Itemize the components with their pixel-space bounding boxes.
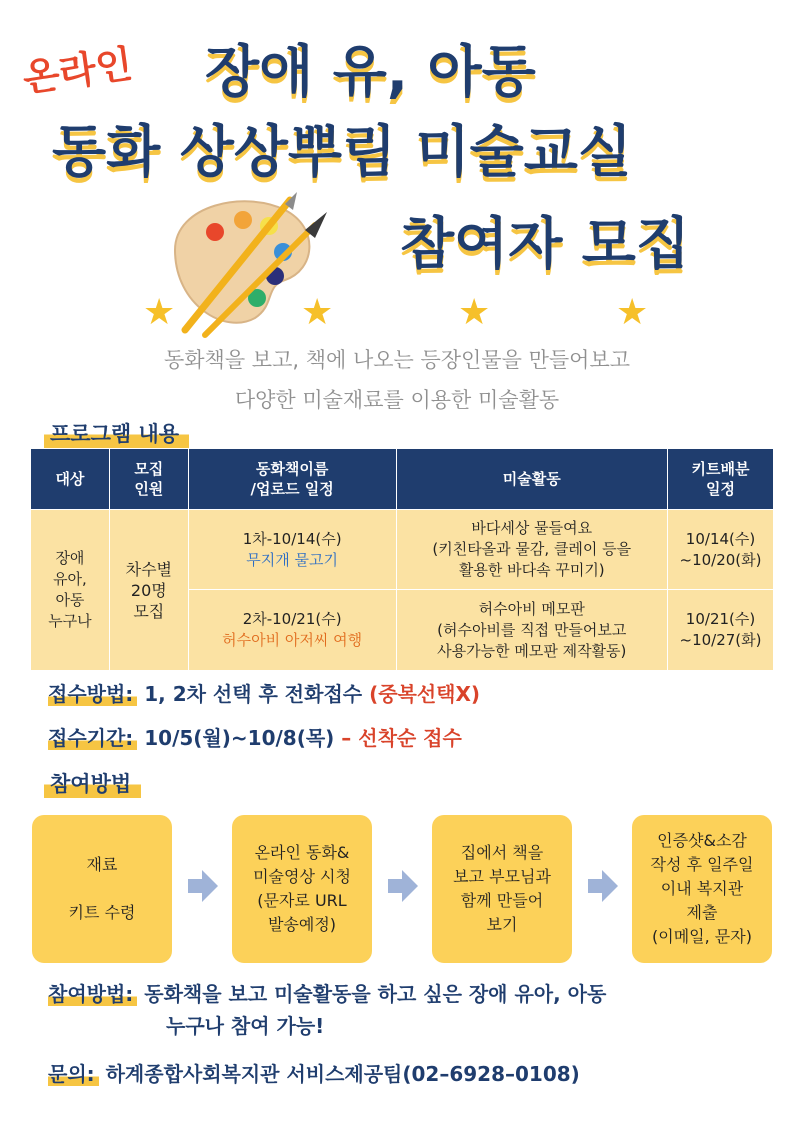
capacity-cell: 차수별 20명 모집 bbox=[109, 510, 188, 671]
target-cell: 장애 유아, 아동 누구나 bbox=[31, 510, 110, 671]
column-header bbox=[109, 449, 188, 510]
activity-cell: 허수아비 메모판 (허수아비를 직접 만들어보고 사용가능한 메모판 제작활동) bbox=[396, 590, 668, 671]
step-card bbox=[32, 815, 172, 963]
step-card bbox=[632, 815, 772, 963]
subtitle-line-1: 동화책을 보고, 책에 나오는 등장인물을 만들어보고 bbox=[163, 348, 631, 372]
kit-cell: 10/21(수) ~10/27(화) bbox=[668, 590, 774, 671]
table-header-row bbox=[31, 449, 774, 510]
step-card bbox=[232, 815, 372, 963]
star-icon: ★ bbox=[616, 292, 649, 333]
column-header bbox=[188, 449, 396, 510]
arrow-right-icon bbox=[402, 870, 418, 902]
program-table bbox=[30, 448, 774, 671]
session-date: 1차-10/14(수) bbox=[242, 529, 342, 548]
title-line-1: 장애 유, 아동 bbox=[205, 40, 536, 105]
title-line-3: 참여자 모집 bbox=[400, 212, 690, 277]
session-cell bbox=[188, 590, 396, 671]
participation-method bbox=[48, 978, 606, 1007]
subtitle-line-2: 다양한 미술재료를 이용한 미술활동 bbox=[234, 388, 560, 412]
participation-method-line2: 누구나 참여 가능! bbox=[166, 1014, 325, 1038]
contact bbox=[48, 1058, 580, 1087]
step-text: 집에서 책을 보고 부모님과 함께 만들어 보기 bbox=[453, 843, 551, 934]
apply-period-text: 10/5(월)~10/8(목) bbox=[144, 726, 335, 750]
title-line-2: 동화 상상뿌림 미술교실 bbox=[52, 120, 632, 185]
step-card bbox=[432, 815, 572, 963]
contact-label: 문의: bbox=[48, 1062, 99, 1086]
star-icon: ★ bbox=[458, 292, 491, 333]
participation-heading: 참여방법 bbox=[44, 768, 141, 798]
session-cell bbox=[188, 510, 396, 590]
online-label: 온라인 bbox=[19, 41, 136, 101]
kit-cell: 10/14(수) ~10/20(화) bbox=[668, 510, 774, 590]
participation-method-text: 동화책을 보고 미술활동을 하고 싶은 장애 유아, 아동 bbox=[144, 982, 607, 1006]
participation-method-label: 참여방법: bbox=[48, 982, 137, 1006]
contact-text: 하계종합사회복지관 서비스제공팀(02–6928–0108) bbox=[105, 1062, 580, 1086]
arrow-right-icon bbox=[202, 870, 218, 902]
column-header-text: 모집 인원 bbox=[134, 460, 164, 498]
apply-period-label: 접수기간: bbox=[48, 726, 137, 750]
star-icon: ★ bbox=[143, 292, 176, 333]
program-heading: 프로그램 내용 bbox=[44, 418, 189, 448]
apply-period-note: – 선착순 접수 bbox=[341, 726, 462, 750]
step-text: 온라인 동화& 미술영상 시청 (문자로 URL 발송예정) bbox=[253, 843, 351, 934]
apply-method-label: 접수방법: bbox=[48, 682, 137, 706]
arrow-right-icon bbox=[602, 870, 618, 902]
book-title: 무지개 물고기 bbox=[246, 550, 338, 569]
column-header-text: 동화책이름 /업로드 일정 bbox=[250, 460, 334, 498]
column-header: 대상 bbox=[31, 449, 110, 510]
column-header: 미술활동 bbox=[396, 449, 668, 510]
apply-method-text: 1, 2차 선택 후 전화접수 bbox=[144, 682, 363, 706]
table-row bbox=[31, 510, 774, 590]
session-date: 2차-10/21(수) bbox=[242, 610, 342, 628]
step-text: 인증샷&소감 작성 후 일주일 이내 복지관 제출 (이메일, 문자) bbox=[650, 831, 754, 946]
book-title: 허수아비 아저씨 여행 bbox=[222, 631, 363, 649]
apply-method-note: (중복선택X) bbox=[369, 682, 481, 706]
apply-period bbox=[48, 722, 462, 751]
column-header-text: 키트배분 일정 bbox=[691, 460, 750, 498]
apply-method bbox=[48, 678, 480, 707]
star-icon: ★ bbox=[301, 292, 334, 333]
column-header bbox=[668, 449, 774, 510]
activity-cell: 바다세상 물들여요 (키친타올과 물감, 클레이 등을 활용한 바다속 꾸미기) bbox=[396, 510, 668, 590]
step-text: 재료 키트 수령 bbox=[68, 855, 136, 922]
